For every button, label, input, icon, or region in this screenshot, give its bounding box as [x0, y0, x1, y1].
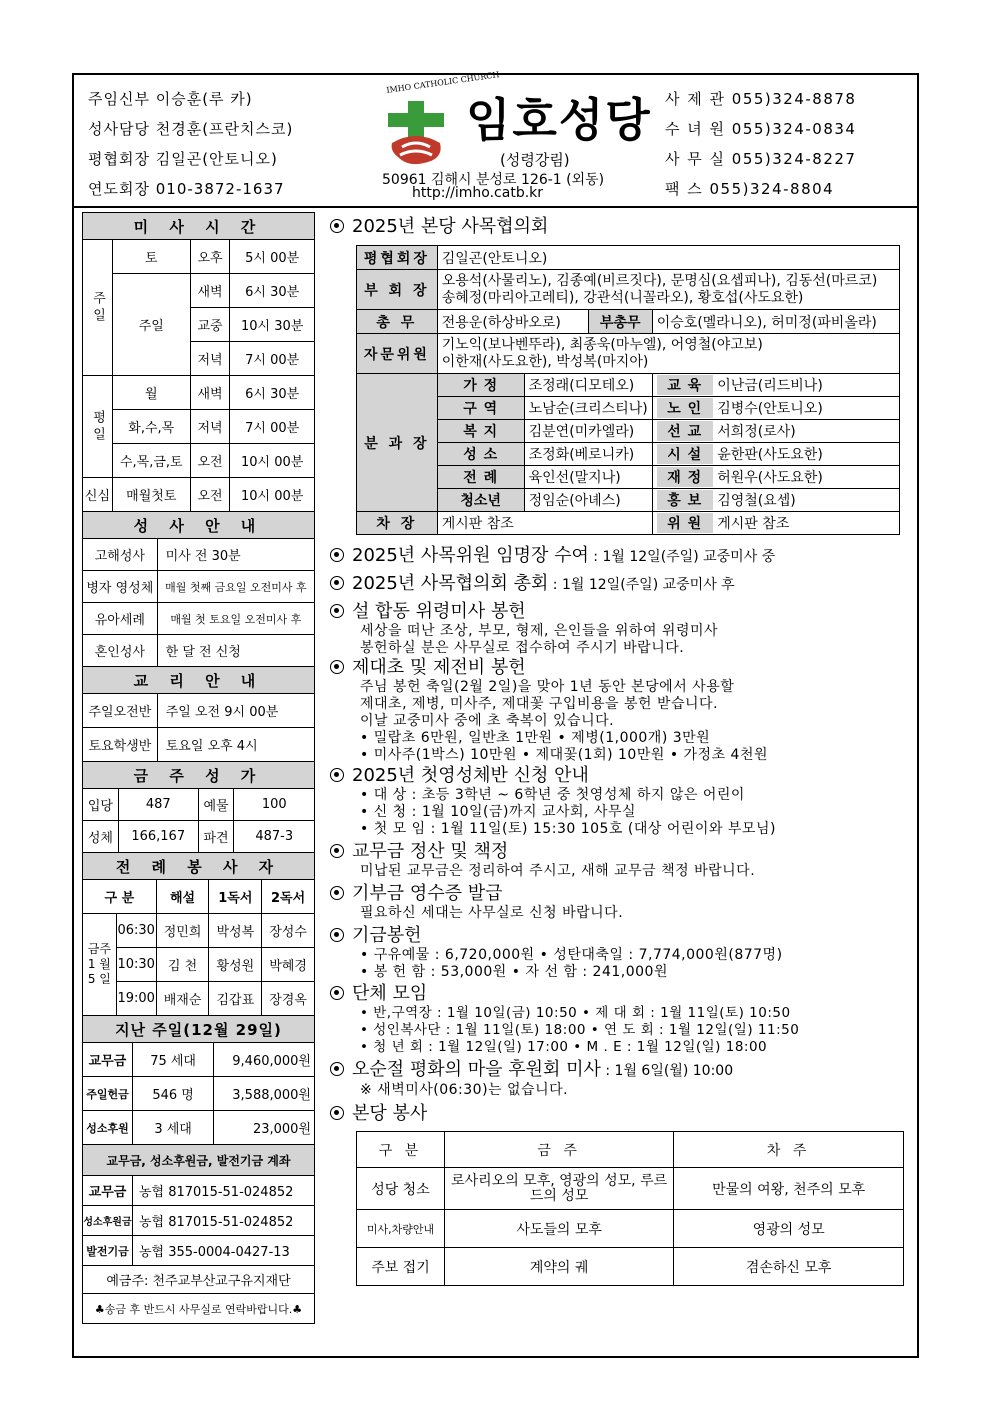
mass-part: 저녁	[190, 342, 230, 376]
notice-item	[330, 657, 910, 765]
service-header: 구 분	[357, 1132, 445, 1168]
council-key: 평협회장	[357, 246, 438, 270]
division-value: 조정화(베로니카)	[524, 443, 652, 466]
division-value: 윤한판(사도요한)	[717, 447, 823, 463]
notice-item	[330, 1103, 910, 1131]
liturgy-header: 구 분	[83, 880, 157, 914]
sacrament-value: 매월 첫 토요일 오전미사 후	[157, 603, 314, 635]
liturgy-person: 김갑표	[209, 982, 262, 1016]
mass-part: 오전	[190, 444, 230, 478]
liturgy-date: 금주 1 월 5 일	[83, 914, 117, 1016]
bullet-icon	[330, 576, 344, 590]
division-key: 교 육	[657, 375, 713, 395]
account-holder: 예금주: 천주교부산교구유지재단	[83, 1266, 315, 1294]
choir-table	[82, 761, 315, 853]
notice-line: • 밀랍초 6만원, 일반초 1만원 • 제병(1,000개) 3만원	[360, 730, 711, 746]
liturgy-person: 박성복	[209, 914, 262, 948]
notice-line: • 봉 헌 함 : 53,000원 • 자 선 함 : 241,000원	[360, 964, 668, 980]
sacrament-table	[82, 511, 315, 667]
bullet-icon	[330, 604, 344, 618]
liturgy-time: 10:30	[116, 948, 156, 982]
division-key: 청소년	[437, 489, 524, 512]
division-key: 노 인	[657, 398, 713, 418]
division-key: 전 례	[437, 466, 524, 489]
header-sacrament-priest: 성사담당 천경훈(프란치스코)	[88, 120, 294, 138]
notice-line: • 신 청 : 1월 10일(금)까지 교사회, 사무실	[360, 804, 637, 820]
service-this-week: 로사리오의 모후, 영광의 성모, 루르드의 성모	[444, 1168, 673, 1210]
offering-key: 성소후원	[83, 1111, 133, 1145]
offering-key: 주일헌금	[83, 1077, 133, 1111]
division-value: 조정래(디모테오)	[524, 374, 652, 397]
mass-time: 10시 00분	[230, 478, 315, 512]
council-value: 전용운(하상바오로)	[437, 310, 588, 334]
account-number: 농협 817015-51-024852	[132, 1176, 314, 1206]
bullet-icon	[330, 548, 344, 562]
bullet-icon	[330, 219, 344, 233]
choir-key: 입당	[83, 789, 119, 821]
council-heading	[330, 216, 910, 238]
liturgy-person: 장성수	[262, 914, 315, 948]
sacrament-value: 한 달 전 신청	[157, 635, 314, 667]
division-value: 육인선(말지나)	[524, 466, 652, 489]
bullet-icon	[330, 1106, 344, 1120]
mass-day: 주일	[112, 274, 190, 376]
service-next-week: 영광의 성모	[674, 1210, 904, 1248]
service-next-week: 만물의 여왕, 천주의 모후	[674, 1168, 904, 1210]
notice-item	[330, 573, 910, 601]
notice-title: 본당 봉사	[352, 1103, 428, 1124]
header-pastor: 주임신부 이승훈(루 카)	[88, 90, 253, 108]
division-key: 시 설	[657, 444, 713, 464]
logo-arc-text: IMHO CATHOLIC CHURCH	[385, 70, 500, 95]
notice-title: 기금봉헌	[352, 925, 422, 946]
council-key: 분 과 장	[357, 374, 438, 512]
notice-list	[330, 545, 910, 1131]
division-key: 성 소	[437, 443, 524, 466]
mass-title: 미 사 시 간	[83, 213, 315, 240]
council-value: 이승호(멜라니오), 허미정(파비올라)	[652, 310, 899, 334]
bullet-icon	[330, 768, 344, 782]
council-key: 부 회 장	[357, 270, 438, 310]
mass-time: 7시 00분	[230, 342, 315, 376]
sacrament-key: 병자 영성체	[83, 571, 158, 603]
choir-key: 파견	[198, 821, 234, 853]
notice-line: • 미사주(1박스) 10만원 • 제대꽃(1회) 10만원 • 가정초 4천원	[360, 747, 769, 763]
account-note: ♣송금 후 반드시 사무실로 연락바랍니다.♣	[83, 1294, 315, 1324]
notice-subtitle: : 1월 12일(주일) 교중미사 후	[548, 577, 735, 593]
notice-line: 제대초, 제병, 미사주, 제대꽃 구입비용을 봉헌 받습니다.	[360, 696, 719, 712]
choir-value: 487-3	[234, 821, 315, 853]
sacrament-key: 혼인성사	[83, 635, 158, 667]
notice-subtitle: : 1월 12일(주일) 교중미사 중	[588, 549, 776, 565]
choir-value: 487	[118, 789, 198, 821]
offering-count: 546 명	[132, 1077, 213, 1111]
division-key: 구 역	[437, 397, 524, 420]
bullet-icon	[330, 886, 344, 900]
sacrament-title: 성 사 안 내	[83, 512, 315, 539]
council-title: 2025년 본당 사목협의회	[352, 216, 549, 237]
last-week-table	[82, 1015, 315, 1145]
council-table	[356, 245, 900, 535]
notice-line: 미납된 교무금은 정리하여 주시고, 새해 교무금 책정 바랍니다.	[360, 863, 756, 879]
council-value: 게시판 참조	[437, 512, 652, 535]
division-key: 홍 보	[657, 490, 713, 510]
notice-item	[330, 545, 910, 573]
council-value: 김일곤(안토니오)	[437, 246, 899, 270]
notice-title: 기부금 영수증 발급	[352, 883, 503, 904]
service-key: 주보 접기	[357, 1248, 445, 1286]
notice-title: 단체 모임	[352, 983, 428, 1004]
offering-key: 교무금	[83, 1043, 133, 1077]
church-subname: (성령강림)	[500, 151, 570, 169]
liturgy-person: 장경옥	[262, 982, 315, 1016]
choir-key: 예물	[198, 789, 234, 821]
notice-line: 봉헌하실 분은 사무실로 접수하여 주시기 바랍니다.	[360, 640, 685, 656]
mass-part: 교중	[190, 308, 230, 342]
account-number: 농협 355-0004-0427-13	[132, 1236, 314, 1266]
notice-title: 제대초 및 제전비 봉헌	[352, 657, 526, 678]
division-value: 정임순(아녜스)	[524, 489, 652, 512]
header-memorial-phone: 연도회장 010-3872-1637	[88, 180, 285, 198]
phone-convent: 수 녀 원 055)324-0834	[665, 120, 857, 138]
liturgy-table	[82, 852, 315, 1016]
offering-count: 3 세대	[132, 1111, 213, 1145]
service-table	[356, 1131, 904, 1286]
sunday-label: 주일	[83, 240, 113, 376]
division-value: 이난금(리드비나)	[717, 378, 823, 394]
account-key: 성소후원금	[83, 1206, 133, 1236]
liturgy-person: 박혜경	[262, 948, 315, 982]
division-value: 서희정(로사)	[717, 424, 796, 440]
header-council-president: 평협회장 김일곤(안토니오)	[88, 150, 278, 168]
account-key: 교무금	[83, 1176, 133, 1206]
bullet-icon	[330, 660, 344, 674]
mass-category: 신심	[83, 478, 113, 512]
liturgy-person: 정민희	[156, 914, 209, 948]
doctrine-table	[82, 666, 315, 762]
notice-line: ※ 새벽미사(06:30)는 없습니다.	[360, 1082, 569, 1098]
church-address: 50961 김해시 분성로 126-1 (외동)	[382, 172, 605, 188]
notice-line: • 첫 모 임 : 1월 11일(토) 15:30 105호 (대상 어린이와 부모님)	[360, 821, 776, 837]
last-week-title: 지난 주일(12월 29일)	[83, 1016, 315, 1043]
council-key: 부총무	[588, 310, 652, 334]
council-key: 차 장	[357, 512, 438, 535]
mass-part: 오전	[190, 478, 230, 512]
division-value: 김병수(안토니오)	[717, 401, 823, 417]
council-value: 기노익(보나벤뚜라), 최종욱(마누엘), 어영철(야고보)	[441, 336, 763, 353]
choir-key: 성체	[83, 821, 119, 853]
notice-line: • 성인복사단 : 1월 11일(토) 18:00 • 연 도 회 : 1월 12일(일) 11:50	[360, 1022, 800, 1038]
liturgy-person: 김 천	[156, 948, 209, 982]
phone-fax: 팩 스 055)324-8804	[665, 180, 835, 198]
choir-title: 금 주 성 가	[83, 762, 315, 789]
notice-title: 설 합동 위령미사 봉헌	[352, 601, 526, 622]
mass-time: 6시 30분	[230, 274, 315, 308]
mass-part: 새벽	[190, 376, 230, 410]
mass-time: 6시 30분	[230, 376, 315, 410]
sacrament-value: 미사 전 30분	[157, 539, 314, 571]
service-header: 차 주	[674, 1132, 904, 1168]
council-key: 자문위원	[357, 334, 438, 374]
mass-schedule-table	[82, 212, 315, 512]
notice-title: 오순절 평화의 마을 후원회 미사	[352, 1059, 601, 1080]
sacrament-key: 유아세례	[83, 603, 158, 635]
notice-line: • 대 상 : 초등 3학년 ~ 6학년 중 첫영성체 하지 않은 어린이	[360, 787, 745, 803]
liturgy-header: 해설	[156, 880, 209, 914]
notice-item	[330, 883, 910, 925]
division-value: 노남순(크리스티나)	[524, 397, 652, 420]
mass-time: 10시 00분	[230, 444, 315, 478]
sacrament-key: 고해성사	[83, 539, 158, 571]
account-number: 농협 817015-51-024852	[132, 1206, 314, 1236]
service-next-week: 겸손하신 모후	[674, 1248, 904, 1286]
division-value: 김영철(요셉)	[717, 493, 796, 509]
notice-item	[330, 925, 910, 983]
liturgy-header: 2독서	[262, 880, 315, 914]
mass-day: 매월첫토	[112, 478, 190, 512]
mass-part: 오후	[190, 240, 230, 274]
choir-value: 100	[234, 789, 315, 821]
right-column	[330, 216, 910, 1286]
choir-value: 166,167	[118, 821, 198, 853]
notice-title: 2025년 사목위원 임명장 수여	[352, 545, 589, 566]
accounts-table	[82, 1144, 315, 1324]
notice-line: • 반,구역장 : 1월 10일(금) 10:50 • 제 대 회 : 1월 11일(토) 10:50	[360, 1005, 791, 1021]
council-value: 이한재(사도요한), 박성복(마지아)	[441, 353, 649, 370]
bullet-icon	[330, 844, 344, 858]
division-value: 김분연(미카엘라)	[524, 420, 652, 443]
division-key: 가 정	[437, 374, 524, 397]
church-logo	[378, 85, 454, 181]
header-divider	[72, 206, 919, 208]
bullet-icon	[330, 986, 344, 1000]
church-name: 임호성당	[466, 93, 652, 147]
division-key: 복 지	[437, 420, 524, 443]
mass-day: 수,목,금,토	[112, 444, 190, 478]
offering-count: 75 세대	[132, 1043, 213, 1077]
mass-time: 5시 00분	[230, 240, 315, 274]
council-value: 게시판 참조	[717, 516, 790, 532]
accounts-title: 교무금, 성소후원금, 발전기금 계좌	[83, 1145, 315, 1176]
phone-rectory: 사 제 관 055)324-8878	[665, 90, 857, 108]
mass-day: 토	[112, 240, 190, 274]
mass-day: 월	[112, 376, 190, 410]
notice-title: 2025년 사목협의회 총회	[352, 573, 549, 594]
mass-time: 10시 30분	[230, 308, 315, 342]
liturgy-person: 배재순	[156, 982, 209, 1016]
left-column	[82, 212, 315, 1324]
notice-line: 주님 봉헌 축일(2월 2일)을 맞아 1년 동안 본당에서 사용할	[360, 679, 735, 695]
mass-time: 7시 00분	[230, 410, 315, 444]
notice-line: 이날 교중미사 중에 초 축복이 있습니다.	[360, 713, 615, 729]
division-key: 선 교	[657, 421, 713, 441]
division-value: 허원우(사도요한)	[717, 470, 823, 486]
notice-line: 세상을 떠난 조상, 부모, 형제, 은인들을 위하여 위령미사	[360, 623, 719, 639]
notice-subtitle: : 1월 6일(월) 10:00	[600, 1063, 734, 1079]
notice-line: 필요하신 세대는 사무실로 신청 바랍니다.	[360, 905, 624, 921]
church-url[interactable]: http://imho.catb.kr	[412, 185, 544, 201]
notice-item	[330, 841, 910, 883]
notice-item	[330, 983, 910, 1059]
notice-title: 교무금 정산 및 책정	[352, 841, 509, 862]
liturgy-header: 1독서	[209, 880, 262, 914]
service-header: 금 주	[444, 1132, 673, 1168]
doctrine-key: 토요학생반	[83, 728, 158, 762]
service-key: 성당 청소	[357, 1168, 445, 1210]
service-this-week: 사도들의 모후	[444, 1210, 673, 1248]
service-this-week: 계약의 궤	[444, 1248, 673, 1286]
mass-part: 저녁	[190, 410, 230, 444]
phone-office: 사 무 실 055)324-8227	[665, 150, 857, 168]
mass-part: 새벽	[190, 274, 230, 308]
notice-item	[330, 601, 910, 657]
liturgy-time: 06:30	[116, 914, 156, 948]
offering-amount: 9,460,000원	[214, 1043, 315, 1077]
notice-item	[330, 765, 910, 841]
doctrine-key: 주일오전반	[83, 694, 158, 728]
bullet-icon	[330, 928, 344, 942]
liturgy-time: 19:00	[116, 982, 156, 1016]
notice-item	[330, 1059, 910, 1103]
liturgy-person: 황성원	[209, 948, 262, 982]
bullet-icon	[330, 1062, 344, 1076]
notice-title: 2025년 첫영성체반 신청 안내	[352, 765, 589, 786]
offering-amount: 3,588,000원	[214, 1077, 315, 1111]
council-key: 총 무	[357, 310, 438, 334]
sacrament-value: 매월 첫째 금요일 오전미사 후	[157, 571, 314, 603]
service-key: 미사,차량안내	[357, 1210, 445, 1248]
doctrine-title: 교 리 안 내	[83, 667, 315, 694]
doctrine-value: 주일 오전 9시 00분	[157, 694, 314, 728]
liturgy-title: 전 례 봉 사 자	[83, 853, 315, 880]
offering-amount: 23,000원	[214, 1111, 315, 1145]
council-value: 송혜정(마리아고레티), 강관석(니꼴라오), 황호섭(사도요한)	[441, 289, 804, 306]
notice-line: • 구유예물 : 6,720,000원 • 성탄대축일 : 7,774,000원(877명)	[360, 947, 783, 963]
doctrine-value: 토요일 오후 4시	[157, 728, 314, 762]
weekday-label: 평일	[83, 376, 113, 478]
council-key: 위 원	[657, 513, 713, 533]
division-key: 재 정	[657, 467, 713, 487]
council-value: 오용석(사물리노), 김종예(비르짓다), 문명심(요셉피나), 김동선(마르코)	[441, 272, 878, 289]
account-key: 발전기금	[83, 1236, 133, 1266]
notice-line: • 청 년 회 : 1월 12일(일) 17:00 • M . E : 1월 12일(일) 18:00	[360, 1039, 768, 1055]
mass-day: 화,수,목	[112, 410, 190, 444]
